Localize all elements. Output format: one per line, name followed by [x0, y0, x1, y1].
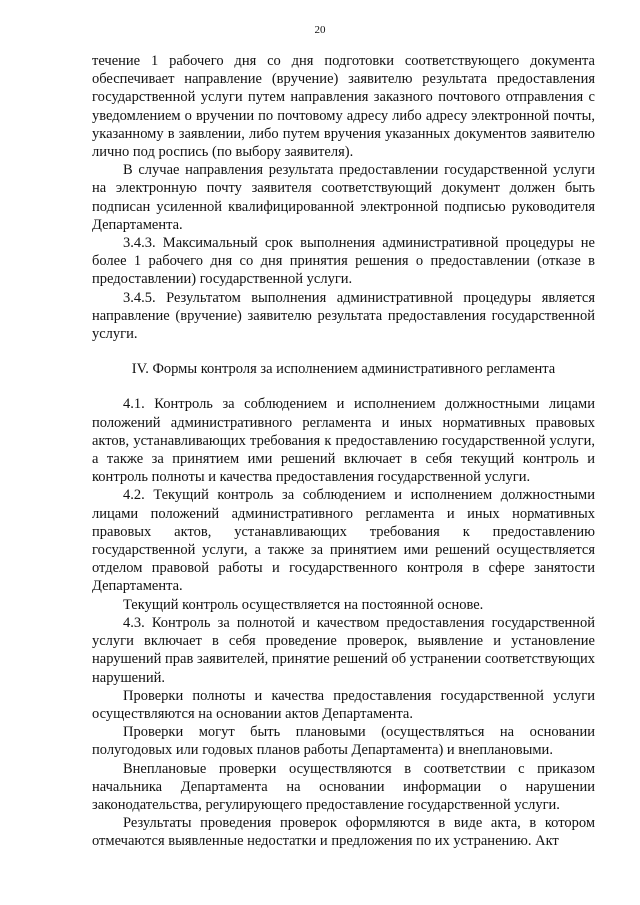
paragraph-continuation: течение 1 рабочего дня со дня подготовки соответствующего документа обеспечивает направление (вручение) заявителю результата предоставления государственной услуги путем направления заказного почтового отправления с уведомлением о вручении по почтовому адресу либо адресу электронной почты, указанному в заявлении, либо путем вручения указанных документов заявителю лично под роспись (по выбору заявителя). — [92, 53, 595, 161]
paragraph-3-4-3: 3.4.3. Максимальный срок выполнения административной процедуры не более 1 рабочего дня со дня принятия решения о предоставлении (отказе в предоставлении) государственной услуги. — [92, 235, 595, 288]
paragraph-4-2: 4.2. Текущий контроль за соблюдением и исполнением должностными лицами положений административного регламента и иных нормативных правовых актов, устанавливающих требования к предоставлению государственной услуги, а также за принятием ими решений осуществляется отделом правовой работы и государственного контроля в сфере занятости Департамента. — [92, 487, 595, 595]
paragraph-electronic-delivery: В случае направления результата предоставлении государственной услуги на электронную почту заявителя соответствующий документ должен быть подписан усиленной квалифицированной электронной подписью руководителя Департамента. — [92, 162, 595, 233]
paragraph-4-1: 4.1. Контроль за соблюдением и исполнением должностными лицами положений административного регламента и иных нормативных правовых актов, устанавливающих требования к предоставлению государственной услуги, а также за принятием ими решений включает в себя текущий контроль и контроль полноты и качества предоставления государственной услуги. — [92, 396, 595, 486]
paragraph-unscheduled-inspections: Внеплановые проверки осуществляются в соответствии с приказом начальника Департамента на основании информации о нарушении законодательства, регулирующего предоставление государственной услуги. — [92, 760, 595, 813]
paragraph-inspections-types: Проверки могут быть плановыми (осуществляться на основании полугодовых или годовых планов работы Департамента) и внеплановыми. — [92, 724, 595, 759]
paragraph-current-control: Текущий контроль осуществляется на постоянной основе. — [123, 596, 484, 613]
paragraph-4-3: 4.3. Контроль за полнотой и качеством предоставления государственной услуги включает в себя проведение проверок, выявление и установление нарушений прав заявителей, принятие решений об устранении соответствующих нарушений. — [92, 614, 595, 686]
document-body — [92, 52, 595, 851]
paragraph-3-4-5: 3.4.5. Результатом выполнения административной процедуры является направление (вручение) заявителю результата предоставления государственной услуги. — [92, 289, 595, 343]
section-heading: IV. Формы контроля за исполнением административного регламента — [131, 361, 556, 378]
paragraph-inspection-results: Результаты проведения проверок оформляются в виде акта, в котором отмечаются выявленные недостатки и предложения по их устранению. Акт — [92, 815, 595, 850]
page-number: 20 — [314, 24, 326, 36]
paragraph-inspections-basis: Проверки полноты и качества предоставления государственной услуги осуществляются на основании актов Департамента. — [92, 687, 595, 722]
